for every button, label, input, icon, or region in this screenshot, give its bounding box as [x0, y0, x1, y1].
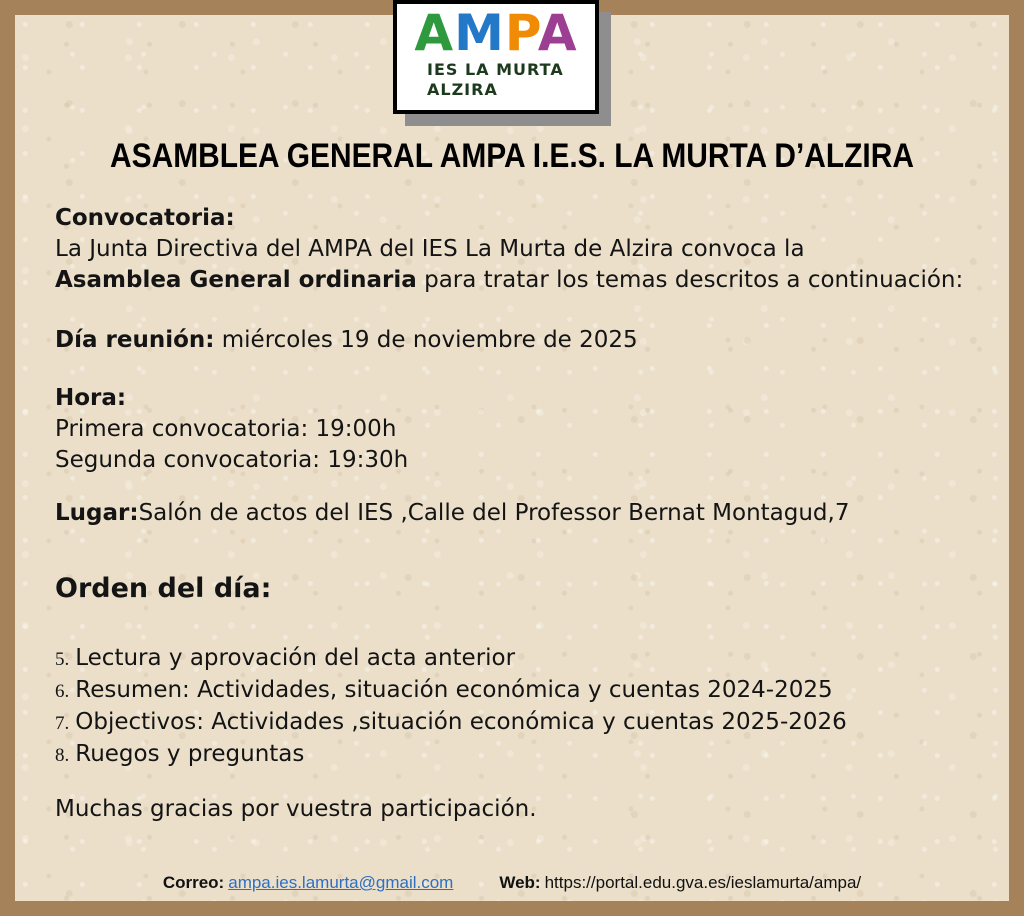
agenda-item — [55, 643, 847, 675]
agenda-list — [55, 643, 847, 771]
correo-group — [163, 873, 454, 893]
page-title: ASAMBLEA GENERAL AMPA I.E.S. LA MURTA D’ALZIRA — [110, 137, 914, 175]
logo-letter-p: P — [504, 4, 538, 62]
ampa-logo — [393, 0, 599, 114]
lugar-label: Lugar: — [55, 500, 139, 526]
hora-heading: Hora: — [55, 385, 127, 411]
meeting-day — [55, 325, 638, 356]
logo-city-name: ALZIRA — [427, 80, 498, 99]
meeting-day-label: Día reunión: — [55, 327, 215, 353]
logo-letter-m: M — [454, 4, 505, 62]
email-link[interactable]: ampa.ies.lamurta@gmail.com — [228, 873, 454, 892]
web-label: Web: — [499, 873, 541, 892]
second-call: Segunda convocatoria: 19:30h — [55, 447, 409, 473]
web-group — [499, 873, 861, 893]
agenda-item-number: 6. — [55, 681, 70, 702]
agenda-item-text: Ruegos y preguntas — [75, 741, 305, 767]
agenda-heading: Orden del día: — [55, 573, 272, 604]
web-url: https://portal.edu.gva.es/ieslamurta/ampa/ — [544, 873, 862, 892]
logo-letter-a1: A — [414, 4, 455, 62]
meeting-time-section — [55, 383, 408, 476]
paper-background — [15, 4, 1009, 901]
meeting-day-value: miércoles 19 de noviembre de 2025 — [214, 327, 638, 353]
convocatoria-line2-bold: Asamblea General ordinaria — [55, 267, 417, 293]
ampa-logo-word — [397, 6, 595, 60]
convocatoria-section — [55, 203, 963, 296]
agenda-item — [55, 739, 847, 771]
meeting-place — [55, 498, 849, 529]
closing-thanks: Muchas gracias por vuestra participación. — [55, 796, 537, 822]
convocatoria-heading: Convocatoria: — [55, 205, 235, 231]
contact-footer — [15, 873, 1009, 893]
convocatoria-line1: La Junta Directiva del AMPA del IES La Murta de Alzira convoca la — [55, 236, 805, 262]
agenda-item-number: 7. — [55, 713, 70, 734]
convocatoria-line2-rest: para tratar los temas descritos a continuación: — [416, 267, 964, 293]
agenda-item-number: 8. — [55, 745, 70, 766]
correo-label: Correo: — [162, 873, 225, 892]
agenda-item-text: Objectivos: Actividades ,situación económica y cuentas 2025-2026 — [75, 709, 847, 735]
agenda-item-text: Lectura y aprovación del acta anterior — [75, 645, 516, 671]
agenda-item-text: Resumen: Actividades, situación económica y cuentas 2024-2025 — [75, 677, 833, 703]
agenda-item-number: 5. — [55, 649, 70, 670]
agenda-item — [55, 675, 847, 707]
first-call: Primera convocatoria: 19:00h — [55, 416, 397, 442]
logo-school-name: IES LA MURTA — [427, 60, 564, 79]
convocatoria-line2 — [55, 265, 963, 296]
agenda-item — [55, 707, 847, 739]
logo-letter-a2: A — [537, 4, 578, 62]
lugar-value: Salón de actos del IES ,Calle del Professor Bernat Montagud,7 — [138, 500, 850, 526]
